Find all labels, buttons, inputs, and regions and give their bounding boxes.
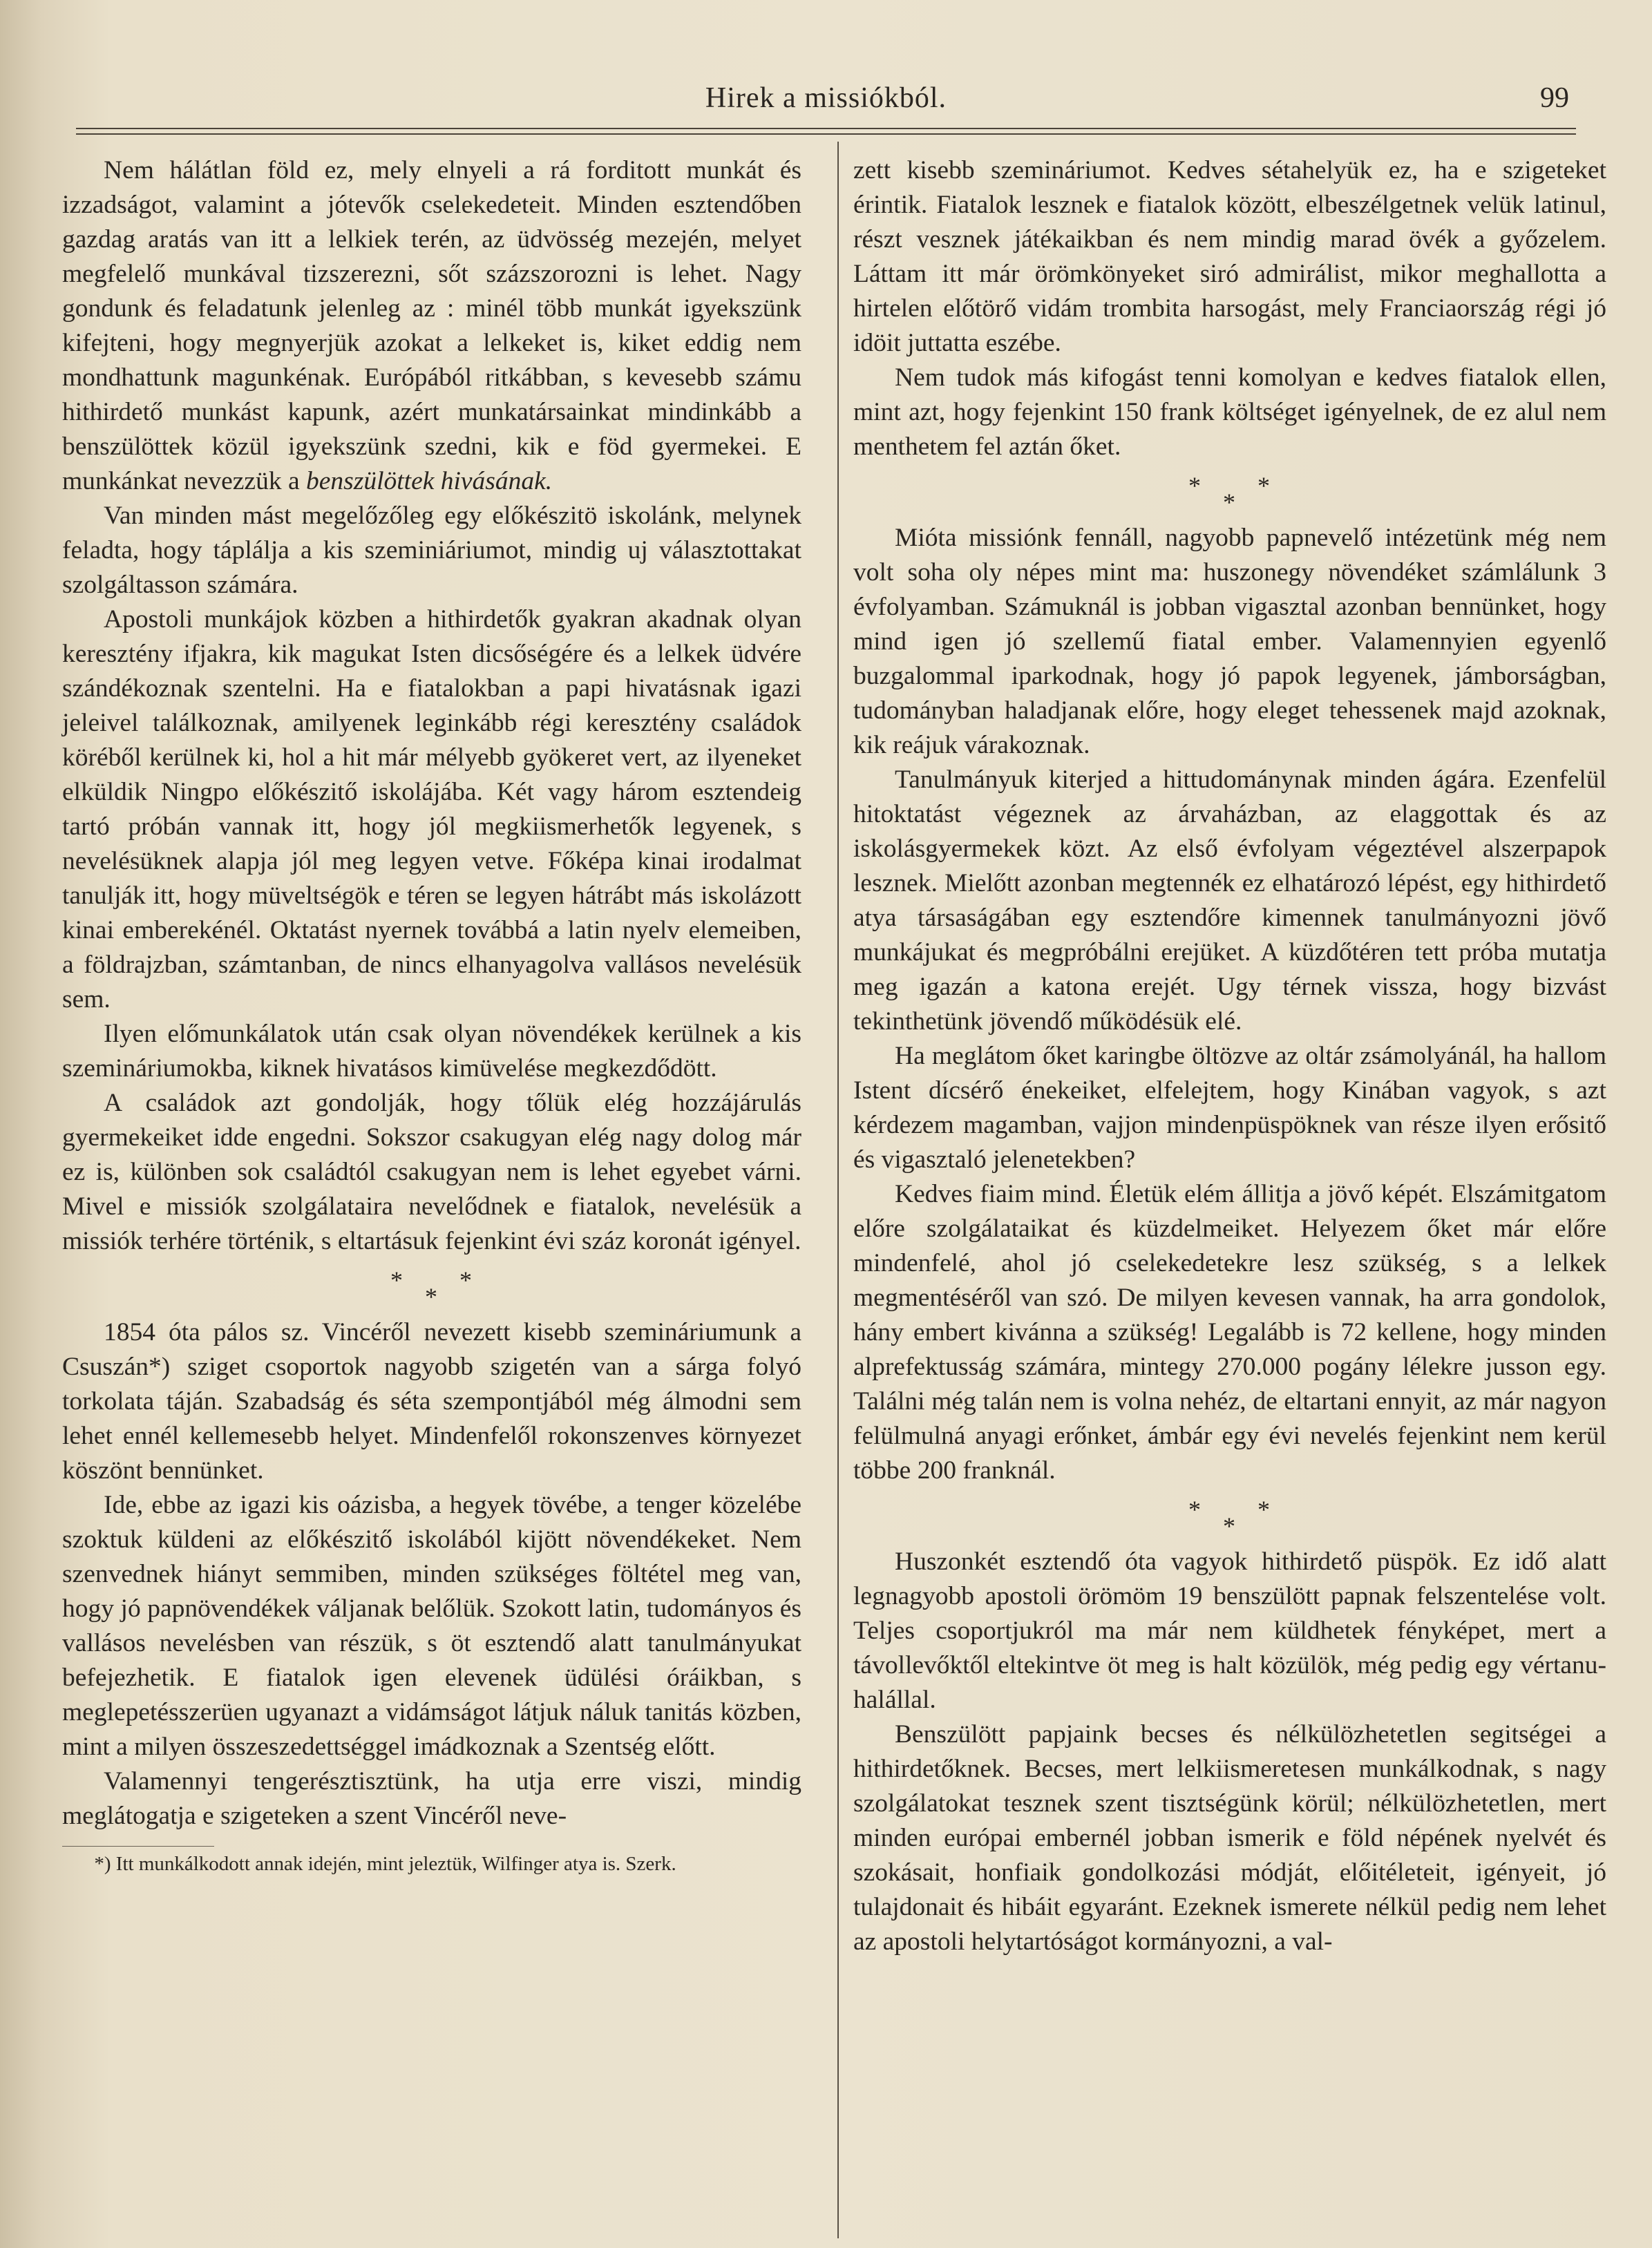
- section-separator: [853, 1488, 1606, 1545]
- running-head: Hirek a missiókból.: [705, 82, 947, 114]
- separator-star: *: [1257, 472, 1270, 499]
- section-separator: [853, 464, 1606, 521]
- separator-star: *: [390, 1266, 403, 1294]
- separator-star: *: [1223, 1512, 1235, 1540]
- header-rule-double: [76, 133, 1576, 135]
- paragraph: A családok azt gondolják, hogy tőlük elég hozzájárulás gyermekeiket idde engedni. Sokszor csakugyan elég nagy dolog már ez is, különben sok családtól csakugyan nem is lehet egyebet várni. Mivel e missiók szolgálataira nevelődnek e fiatalok, nevelésük a missiók terhére történik, s eltartásuk fejenkint évi száz koronát igényel.: [62, 1089, 801, 1255]
- footnote: *) Itt munkálkodott annak idején, mint jeleztük, Wilfinger atya is. Szerk.: [94, 1853, 676, 1875]
- paragraph: Van minden mást megelőzőleg egy előkészitö iskolánk, melynek feladta, hogy táplálja a kis szeminiáriumot, mindig uj választottakat szolgáltasson számára.: [62, 502, 801, 599]
- paragraph: Huszonkét esztendő óta vagyok hithirdető püspök. Ez idő alatt legnagyobb apostoli örömöm 19 benszülött papnak felszentelése volt. Teljes csoportjukról ma már nem küldhetek fényképet, mert a távollevőktől eltekintve öt meg is halt közülök, még pedig egy vértanu-halállal.: [853, 1547, 1606, 1714]
- paragraph: Benszülött papjaink becses és nélkülözhetetlen segitségei a hithirdetőknek. Becses, mert lelkiismeretesen munkálkodnak, s nagy szolgálatokat tesznek szent tisztségünk körül; nélkülözhetetlen, mert minden európai embernél jobban ismerik e föld népének nyelvét és szokásait, honfiaik gondolkozási módját, előitéleteit, igényeit, jó tulajdonait és hibáit egyaránt. Ezeknek ismerete nélkül pedig nem lehet az apostoli helytartóságot kormányozni, a val-: [853, 1720, 1606, 1956]
- page-header: [76, 82, 1576, 130]
- paragraph: Valamennyi tengerésztisztünk, ha utja erre viszi, mindig meglátogatja e szigeteken a szent Vincéről neve-: [62, 1767, 801, 1830]
- separator-star: *: [1188, 1496, 1201, 1523]
- section-separator: [62, 1259, 801, 1315]
- separator-star: *: [459, 1266, 472, 1294]
- italic-phrase: benszülöttek hivásának.: [305, 467, 553, 495]
- paragraph: Ide, ebbe az igazi kis oázisba, a hegyek tövébe, a tenger közelébe szoktuk küldeni az előkészitő iskolából kijött növendékeket. Nem szenvednek hiányt semmiben, minden szükséges föltétel meg van, hogy jó papnövendékek váljanak belőlük. Szokott latin, tudományos és vallásos nevelésben van részük, s öt esztendő alatt tanulmányukat befejezhetik. E fiatalok igen elevenek üdülési óráikban, s meglepetésszerüen ugyanazt a vidámságot látjuk náluk tanitás közben, mint a milyen összeszedettséggel imádkoznak a Szentség előtt.: [62, 1491, 801, 1761]
- paragraph: Ha meglátom őket karingbe öltözve az oltár zsámolyánál, ha hallom Istent dícsérő énekeiket, elfelejtem, hogy Kinában vagyok, s azt kérdezem magamban, vajjon mindenpüspöknek van része ilyen erősitő és vigasztaló jelenetekben?: [853, 1042, 1606, 1174]
- paragraph: [62, 153, 801, 499]
- separator-star: *: [1188, 472, 1201, 499]
- right-column: [853, 153, 1606, 1959]
- paragraph: zett kisebb szemináriumot. Kedves sétahelyük ez, ha e szigeteket érintik. Fiatalok lesznek e fiatalok között, elbeszélgetnek velük latinul, részt vesznek játékaikban és nem mindig marad övék a győzelem. Láttam itt már örömkönyeket siró admirálist, mikor meghallotta a hirtelen előtörő vidám trombita harsogást, mely Franciaország régi jó idöit juttatta eszébe.: [853, 156, 1606, 357]
- paragraph: Apostoli munkájok közben a hithirdetők gyakran akadnak olyan keresztény ifjakra, kik magukat Isten dicsőségére és a lelkek üdvére szándékoznak szentelni. Ha e fiatalokban a papi hivatásnak igazi jeleivel találkoznak, amilyenek leginkább régi keresztény családok köréből kerülnek ki, hol a hit már mélyebb gyökeret vert, az ilyeneket elküldik Ningpo előkészitő iskolájába. Két vagy három esztendeig tartó próbán vannak itt, hogy jól megkiismerhetők legyenek, s nevelésüknek alapja jól meg legyen vetve. Főképa kinai irodalmat tanulják itt, hogy müveltségök e téren se legyen hátrábt más iskolázott kinai emberekénél. Oktatást nyernek továbbá a latin nyelv elemeiben, a földrajzban, számtanban, de nincs elhanyagolva vallásos nevelésük sem.: [62, 605, 801, 1013]
- paragraph-text: Nem hálátlan föld ez, mely elnyeli a rá forditott munkát és izzadságot, valamint a jótevők cselekedeteit. Minden esztendőben gazdag aratás van itt a lelkiek terén, az üdvösség mezején, melyet megfelelő munkával tizszerezni, sőt százszorozni is lehet. Nagy gondunk és feladatunk jelenleg az : minél több munkát igyekszünk kifejteni, hogy megnyerjük azokat a lelkeket is, kiket eddig nem mondhattunk magunkénak. Európából ritkábban, s kevesebb számu hithirdető munkást kapunk, azért munkatársainkat mindinkább a benszülöttek közül igyekszünk szedni, kik e föd gyermekei. E munkánkat nevezzük a: [62, 156, 801, 495]
- left-column: [62, 153, 801, 1877]
- paragraph: Ilyen előmunkálatok után csak olyan növendékek kerülnek a kis szemináriumokba, kiknek hivatásos kimüvelése megkezdődött.: [62, 1020, 801, 1083]
- paragraph: Kedves fiaim mind. Életük elém állitja a jövő képét. Elszámitgatom előre szolgálataikat és küzdelmeiket. Helyezem őket már előre mindenfelé, ahol jó cselekedetekre lesz szükség, s a lelkek megmentéséről van szó. De milyen kevesen vannak, ha arra gondolok, hány embert kivánna a szükség! Legalább is 72 kellene, hogy minden alprefektusság számára, mintegy 270.000 pogány lélekre jusson egy. Találni még talán nem is volna nehéz, de eltartani ennyit, az már nagyon felülmulná anyagi erőnket, ámbár egy évi nevelés fejenkint nem kerül többe 200 franknál.: [853, 1180, 1606, 1485]
- paragraph: Nem tudok más kifogást tenni komolyan e kedves fiatalok ellen, mint azt, hogy fejenkint 150 frank költséget igényelnek, de ez alul nem menthetem fel aztán őket.: [853, 363, 1606, 461]
- paragraph: 1854 óta pálos sz. Vincéről nevezett kisebb szemináriumunk a Csuszán*) sziget csoportok nagyobb szigetén van a sárga folyó torkolata táján. Szabadság és séta szempontjából még álmodni sem lehet ennél kellemesebb helyet. Mindenfelől rokonszenves környezet köszönt bennünket.: [62, 1318, 801, 1485]
- separator-star: *: [1223, 488, 1235, 516]
- column-divider: [837, 142, 839, 2238]
- separator-star: *: [1257, 1496, 1270, 1523]
- separator-star: *: [425, 1283, 437, 1311]
- paragraph: Tanulmányuk kiterjed a hittudománynak minden ágára. Ezenfelül hitoktatást végeznek az árvaházban, az elaggottak és az iskolásgyermekek közt. Az első évfolyam végeztével alszerpapok lesznek. Mielőtt azonban megtennék ez elhatározó lépést, egy hithirdető atya társaságában egy esztendőre kimennek tanulmányozni jövő munkájukat és megpróbálni erejüket. A küzdőtéren tett próba mutatja meg igazán a katona erejét. Ugy térnek vissza, hogy bizvást tekinthetünk jövendő működésük elé.: [853, 765, 1606, 1036]
- header-rule: [76, 128, 1576, 129]
- page-number: 99: [1540, 82, 1569, 114]
- paragraph: Mióta missiónk fennáll, nagyobb papnevelő intézetünk még nem volt soha oly népes mint ma: huszonegy növendéket számlálunk 3 évfolyamban. Számuknál is jobban vigasztal azonban bennünket, hogy mind igen jó szellemű fiatal ember. Valamennyien egyenlő buzgalommal iparkodnak, hogy jó papok legyenek, jámborságban, tudományban haladjanak előre, hogy eleget tehessenek majd azoknak, kik reájuk várakoznak.: [853, 524, 1606, 759]
- footnote-rule: [62, 1846, 214, 1847]
